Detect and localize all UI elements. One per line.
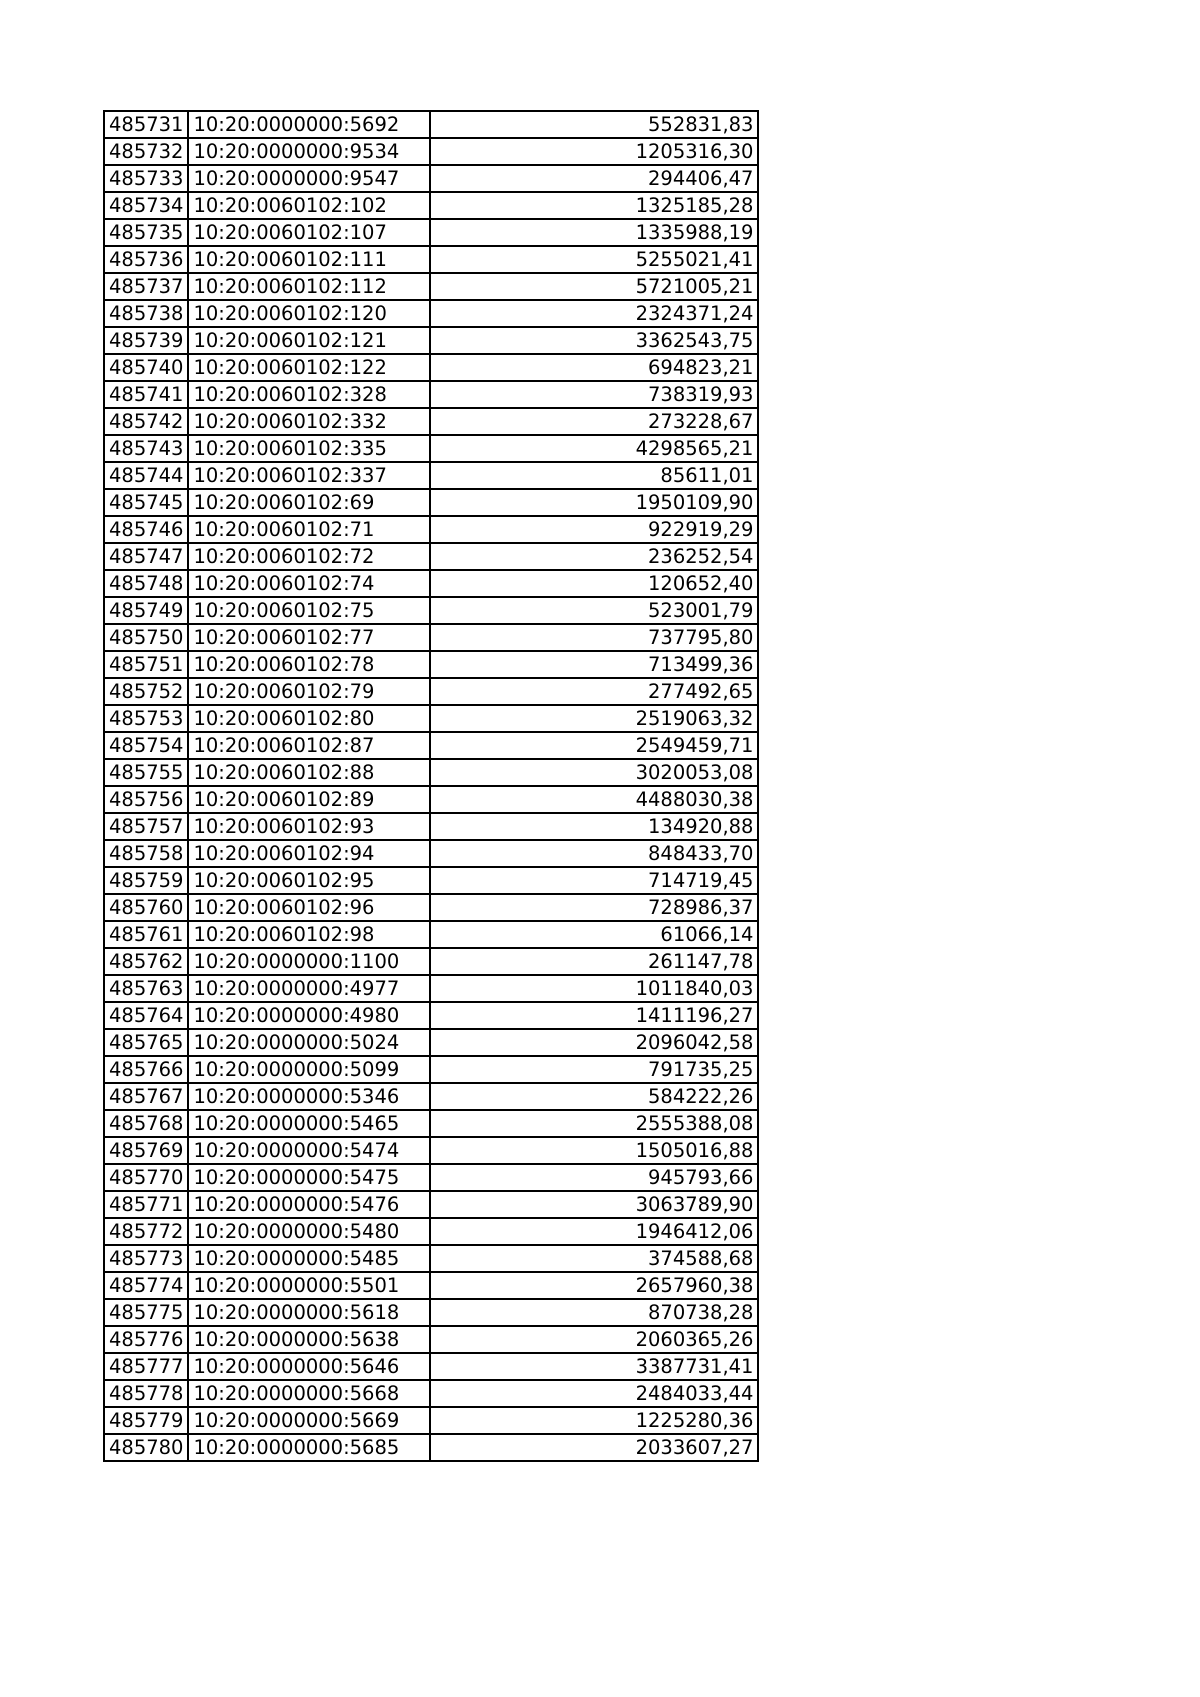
table-row: [104, 732, 758, 759]
row-number-cell: 485742: [104, 408, 188, 435]
row-number-cell: 485770: [104, 1164, 188, 1191]
cadastral-number-cell: 10:20:0000000:5692: [188, 111, 430, 138]
value-cell: 2657960,38: [430, 1272, 758, 1299]
table-row: [104, 300, 758, 327]
row-number-cell: 485759: [104, 867, 188, 894]
table-row: [104, 1029, 758, 1056]
value-cell: 61066,14: [430, 921, 758, 948]
value-cell: 584222,26: [430, 1083, 758, 1110]
row-number-cell: 485769: [104, 1137, 188, 1164]
table-row: [104, 1110, 758, 1137]
row-number-cell: 485731: [104, 111, 188, 138]
table-row: [104, 1164, 758, 1191]
cadastral-number-cell: 10:20:0000000:5485: [188, 1245, 430, 1272]
table-row: [104, 1002, 758, 1029]
value-cell: 2060365,26: [430, 1326, 758, 1353]
value-cell: 1950109,90: [430, 489, 758, 516]
value-cell: 2549459,71: [430, 732, 758, 759]
value-cell: 273228,67: [430, 408, 758, 435]
row-number-cell: 485777: [104, 1353, 188, 1380]
value-cell: 3020053,08: [430, 759, 758, 786]
cadastral-number-cell: 10:20:0000000:5099: [188, 1056, 430, 1083]
table-row: [104, 1191, 758, 1218]
table-row: [104, 597, 758, 624]
table-row: [104, 219, 758, 246]
value-cell: 945793,66: [430, 1164, 758, 1191]
table-row: [104, 435, 758, 462]
value-cell: 134920,88: [430, 813, 758, 840]
table-row: [104, 948, 758, 975]
cadastral-number-cell: 10:20:0000000:5465: [188, 1110, 430, 1137]
row-number-cell: 485733: [104, 165, 188, 192]
value-cell: 1205316,30: [430, 138, 758, 165]
cadastral-number-cell: 10:20:0060102:332: [188, 408, 430, 435]
cadastral-number-cell: 10:20:0060102:120: [188, 300, 430, 327]
cadastral-number-cell: 10:20:0000000:5501: [188, 1272, 430, 1299]
cadastral-number-cell: 10:20:0000000:9534: [188, 138, 430, 165]
table-body: [104, 111, 758, 1461]
value-cell: 2555388,08: [430, 1110, 758, 1137]
row-number-cell: 485779: [104, 1407, 188, 1434]
row-number-cell: 485775: [104, 1299, 188, 1326]
value-cell: 738319,93: [430, 381, 758, 408]
cadastral-number-cell: 10:20:0060102:96: [188, 894, 430, 921]
table-row: [104, 705, 758, 732]
row-number-cell: 485760: [104, 894, 188, 921]
cadastral-value-table: [103, 110, 759, 1462]
row-number-cell: 485754: [104, 732, 188, 759]
value-cell: 3387731,41: [430, 1353, 758, 1380]
cadastral-number-cell: 10:20:0000000:5669: [188, 1407, 430, 1434]
value-cell: 728986,37: [430, 894, 758, 921]
table-row: [104, 813, 758, 840]
row-number-cell: 485732: [104, 138, 188, 165]
cadastral-number-cell: 10:20:0060102:95: [188, 867, 430, 894]
table-row: [104, 1137, 758, 1164]
row-number-cell: 485776: [104, 1326, 188, 1353]
row-number-cell: 485764: [104, 1002, 188, 1029]
table-row: [104, 651, 758, 678]
cadastral-number-cell: 10:20:0060102:78: [188, 651, 430, 678]
cadastral-number-cell: 10:20:0000000:5024: [188, 1029, 430, 1056]
value-cell: 694823,21: [430, 354, 758, 381]
table-row: [104, 111, 758, 138]
cadastral-number-cell: 10:20:0000000:5346: [188, 1083, 430, 1110]
table-row: [104, 759, 758, 786]
value-cell: 1505016,88: [430, 1137, 758, 1164]
row-number-cell: 485737: [104, 273, 188, 300]
cadastral-number-cell: 10:20:0060102:111: [188, 246, 430, 273]
value-cell: 922919,29: [430, 516, 758, 543]
value-cell: 791735,25: [430, 1056, 758, 1083]
value-cell: 2519063,32: [430, 705, 758, 732]
cadastral-number-cell: 10:20:0060102:102: [188, 192, 430, 219]
value-cell: 374588,68: [430, 1245, 758, 1272]
cadastral-number-cell: 10:20:0060102:107: [188, 219, 430, 246]
row-number-cell: 485778: [104, 1380, 188, 1407]
cadastral-number-cell: 10:20:0060102:77: [188, 624, 430, 651]
row-number-cell: 485762: [104, 948, 188, 975]
row-number-cell: 485746: [104, 516, 188, 543]
table-row: [104, 840, 758, 867]
table-row: [104, 1407, 758, 1434]
cadastral-number-cell: 10:20:0000000:4980: [188, 1002, 430, 1029]
cadastral-number-cell: 10:20:0060102:89: [188, 786, 430, 813]
table-row: [104, 192, 758, 219]
table-row: [104, 1434, 758, 1461]
row-number-cell: 485743: [104, 435, 188, 462]
table-row: [104, 894, 758, 921]
cadastral-number-cell: 10:20:0060102:80: [188, 705, 430, 732]
cadastral-number-cell: 10:20:0000000:5638: [188, 1326, 430, 1353]
value-cell: 5721005,21: [430, 273, 758, 300]
row-number-cell: 485768: [104, 1110, 188, 1137]
row-number-cell: 485765: [104, 1029, 188, 1056]
value-cell: 1946412,06: [430, 1218, 758, 1245]
value-cell: 2324371,24: [430, 300, 758, 327]
value-cell: 4488030,38: [430, 786, 758, 813]
table-row: [104, 1218, 758, 1245]
row-number-cell: 485752: [104, 678, 188, 705]
cadastral-number-cell: 10:20:0000000:9547: [188, 165, 430, 192]
cadastral-number-cell: 10:20:0000000:1100: [188, 948, 430, 975]
cadastral-number-cell: 10:20:0000000:5685: [188, 1434, 430, 1461]
row-number-cell: 485739: [104, 327, 188, 354]
table-row: [104, 1326, 758, 1353]
cadastral-number-cell: 10:20:0060102:74: [188, 570, 430, 597]
value-cell: 294406,47: [430, 165, 758, 192]
row-number-cell: 485766: [104, 1056, 188, 1083]
value-cell: 713499,36: [430, 651, 758, 678]
cadastral-number-cell: 10:20:0000000:5646: [188, 1353, 430, 1380]
table-row: [104, 273, 758, 300]
row-number-cell: 485758: [104, 840, 188, 867]
table-row: [104, 1272, 758, 1299]
value-cell: 85611,01: [430, 462, 758, 489]
value-cell: 552831,83: [430, 111, 758, 138]
table-row: [104, 1299, 758, 1326]
row-number-cell: 485738: [104, 300, 188, 327]
row-number-cell: 485740: [104, 354, 188, 381]
value-cell: 4298565,21: [430, 435, 758, 462]
value-cell: 1411196,27: [430, 1002, 758, 1029]
table-row: [104, 138, 758, 165]
value-cell: 236252,54: [430, 543, 758, 570]
cadastral-number-cell: 10:20:0060102:87: [188, 732, 430, 759]
value-cell: 277492,65: [430, 678, 758, 705]
value-cell: 120652,40: [430, 570, 758, 597]
table-row: [104, 543, 758, 570]
cadastral-number-cell: 10:20:0060102:69: [188, 489, 430, 516]
value-cell: 870738,28: [430, 1299, 758, 1326]
row-number-cell: 485750: [104, 624, 188, 651]
value-cell: 737795,80: [430, 624, 758, 651]
row-number-cell: 485736: [104, 246, 188, 273]
row-number-cell: 485774: [104, 1272, 188, 1299]
row-number-cell: 485747: [104, 543, 188, 570]
cadastral-number-cell: 10:20:0060102:79: [188, 678, 430, 705]
cadastral-number-cell: 10:20:0060102:121: [188, 327, 430, 354]
cadastral-number-cell: 10:20:0060102:337: [188, 462, 430, 489]
cadastral-number-cell: 10:20:0060102:94: [188, 840, 430, 867]
table-row: [104, 624, 758, 651]
table-row: [104, 786, 758, 813]
value-cell: 3063789,90: [430, 1191, 758, 1218]
value-cell: 5255021,41: [430, 246, 758, 273]
row-number-cell: 485753: [104, 705, 188, 732]
cadastral-number-cell: 10:20:0060102:328: [188, 381, 430, 408]
cadastral-number-cell: 10:20:0000000:5618: [188, 1299, 430, 1326]
row-number-cell: 485761: [104, 921, 188, 948]
row-number-cell: 485749: [104, 597, 188, 624]
cadastral-number-cell: 10:20:0000000:5476: [188, 1191, 430, 1218]
table-row: [104, 516, 758, 543]
row-number-cell: 485735: [104, 219, 188, 246]
cadastral-number-cell: 10:20:0000000:5474: [188, 1137, 430, 1164]
cadastral-number-cell: 10:20:0000000:5480: [188, 1218, 430, 1245]
cadastral-number-cell: 10:20:0000000:4977: [188, 975, 430, 1002]
table-row: [104, 489, 758, 516]
table-row: [104, 1056, 758, 1083]
cadastral-number-cell: 10:20:0060102:122: [188, 354, 430, 381]
value-cell: 1335988,19: [430, 219, 758, 246]
value-cell: 261147,78: [430, 948, 758, 975]
row-number-cell: 485755: [104, 759, 188, 786]
cadastral-number-cell: 10:20:0060102:335: [188, 435, 430, 462]
cadastral-number-cell: 10:20:0060102:98: [188, 921, 430, 948]
row-number-cell: 485767: [104, 1083, 188, 1110]
table-row: [104, 246, 758, 273]
cadastral-number-cell: 10:20:0060102:112: [188, 273, 430, 300]
table-row: [104, 408, 758, 435]
row-number-cell: 485745: [104, 489, 188, 516]
table-row: [104, 354, 758, 381]
row-number-cell: 485748: [104, 570, 188, 597]
row-number-cell: 485744: [104, 462, 188, 489]
table-row: [104, 678, 758, 705]
value-cell: 2484033,44: [430, 1380, 758, 1407]
cadastral-number-cell: 10:20:0000000:5475: [188, 1164, 430, 1191]
value-cell: 2096042,58: [430, 1029, 758, 1056]
value-cell: 3362543,75: [430, 327, 758, 354]
table-row: [104, 570, 758, 597]
table-row: [104, 975, 758, 1002]
table-row: [104, 381, 758, 408]
table-row: [104, 1083, 758, 1110]
value-cell: 2033607,27: [430, 1434, 758, 1461]
table-row: [104, 867, 758, 894]
table-row: [104, 462, 758, 489]
value-cell: 523001,79: [430, 597, 758, 624]
value-cell: 1011840,03: [430, 975, 758, 1002]
table-row: [104, 1380, 758, 1407]
table-row: [104, 921, 758, 948]
cadastral-number-cell: 10:20:0060102:88: [188, 759, 430, 786]
cadastral-number-cell: 10:20:0060102:93: [188, 813, 430, 840]
cadastral-number-cell: 10:20:0000000:5668: [188, 1380, 430, 1407]
row-number-cell: 485757: [104, 813, 188, 840]
row-number-cell: 485771: [104, 1191, 188, 1218]
value-cell: 848433,70: [430, 840, 758, 867]
value-cell: 1225280,36: [430, 1407, 758, 1434]
table-row: [104, 327, 758, 354]
table-row: [104, 1353, 758, 1380]
table-row: [104, 165, 758, 192]
value-cell: 714719,45: [430, 867, 758, 894]
row-number-cell: 485734: [104, 192, 188, 219]
value-cell: 1325185,28: [430, 192, 758, 219]
row-number-cell: 485773: [104, 1245, 188, 1272]
cadastral-number-cell: 10:20:0060102:72: [188, 543, 430, 570]
row-number-cell: 485780: [104, 1434, 188, 1461]
row-number-cell: 485756: [104, 786, 188, 813]
row-number-cell: 485741: [104, 381, 188, 408]
table-row: [104, 1245, 758, 1272]
row-number-cell: 485763: [104, 975, 188, 1002]
row-number-cell: 485772: [104, 1218, 188, 1245]
cadastral-number-cell: 10:20:0060102:75: [188, 597, 430, 624]
row-number-cell: 485751: [104, 651, 188, 678]
cadastral-number-cell: 10:20:0060102:71: [188, 516, 430, 543]
